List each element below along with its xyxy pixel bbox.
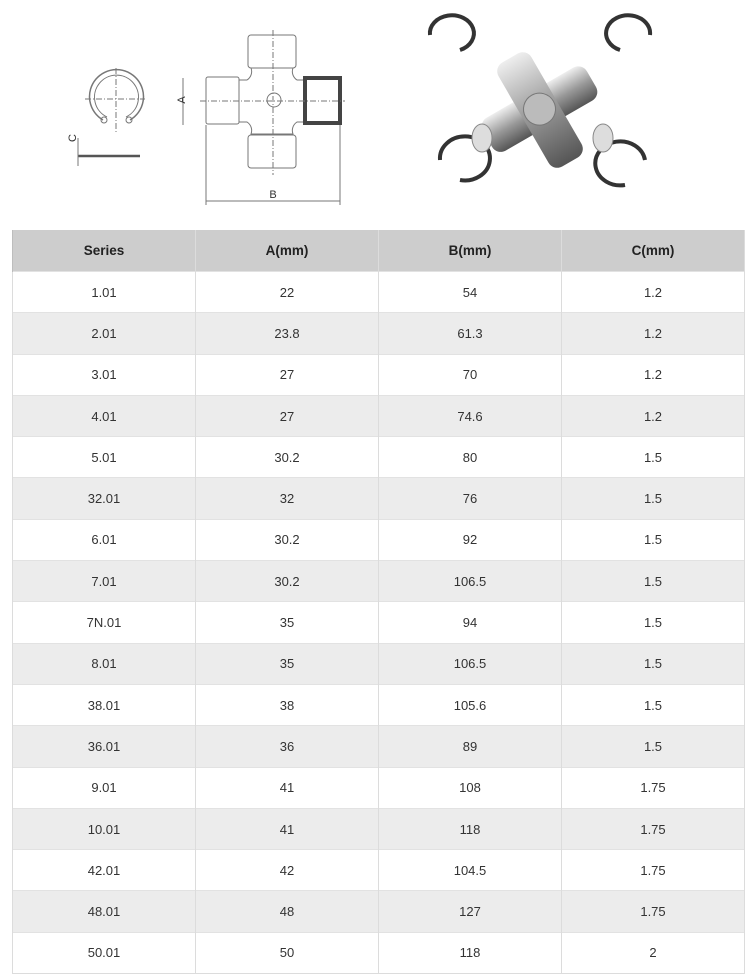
cell-series: 9.01 [13,767,196,808]
cell-a: 35 [196,602,379,643]
table-row [13,808,745,849]
cell-b: 108 [379,767,562,808]
cell-a: 30.2 [196,561,379,602]
cell-b: 74.6 [379,395,562,436]
table-row [13,437,745,478]
cross-body-top-cup [248,35,296,68]
cell-b: 104.5 [379,850,562,891]
header-c: C(mm) [562,230,745,272]
table-row [13,561,745,602]
cell-b: 80 [379,437,562,478]
cell-b: 118 [379,808,562,849]
cell-b: 76 [379,478,562,519]
cell-series: 36.01 [13,726,196,767]
cell-a: 32 [196,478,379,519]
table-row [13,395,745,436]
cell-series: 3.01 [13,354,196,395]
cell-series: 32.01 [13,478,196,519]
cell-b: 105.6 [379,684,562,725]
table-row [13,519,745,560]
cell-a: 41 [196,767,379,808]
cell-c: 1.2 [562,395,745,436]
cell-c: 1.75 [562,891,745,932]
cell-a: 30.2 [196,519,379,560]
cell-b: 94 [379,602,562,643]
cell-c: 1.5 [562,602,745,643]
cell-series: 7.01 [13,561,196,602]
cell-c: 1.5 [562,519,745,560]
cell-series: 7N.01 [13,602,196,643]
cell-a: 38 [196,684,379,725]
cell-b: 106.5 [379,561,562,602]
cell-c: 1.5 [562,726,745,767]
table-row [13,767,745,808]
cell-series: 2.01 [13,313,196,354]
cell-a: 42 [196,850,379,891]
header-b: B(mm) [379,230,562,272]
cell-series: 10.01 [13,808,196,849]
table-row [13,643,745,684]
cell-c: 1.75 [562,808,745,849]
cell-b: 92 [379,519,562,560]
universal-joint-photo [390,10,690,220]
cell-a: 41 [196,808,379,849]
cell-c: 1.75 [562,767,745,808]
table-row [13,932,745,973]
cell-a: 48 [196,891,379,932]
table-row [13,684,745,725]
cell-a: 30.2 [196,437,379,478]
technical-drawing [0,0,375,225]
cell-c: 1.5 [562,684,745,725]
cell-c: 2 [562,932,745,973]
cell-series: 6.01 [13,519,196,560]
table-row [13,850,745,891]
table-row [13,726,745,767]
cell-a: 36 [196,726,379,767]
cell-series: 50.01 [13,932,196,973]
cell-series: 8.01 [13,643,196,684]
table-header-row [13,230,745,272]
cell-b: 127 [379,891,562,932]
cell-a: 23.8 [196,313,379,354]
table-row [13,478,745,519]
cell-c: 1.5 [562,643,745,684]
table-row [13,354,745,395]
cell-a: 35 [196,643,379,684]
cell-series: 38.01 [13,684,196,725]
table-row [13,313,745,354]
cell-c: 1.5 [562,478,745,519]
cell-b: 89 [379,726,562,767]
cell-series: 5.01 [13,437,196,478]
dimension-label-b: B [269,189,277,201]
cell-b: 54 [379,272,562,313]
cell-b: 70 [379,354,562,395]
specification-table [12,230,745,974]
cell-b: 118 [379,932,562,973]
cell-series: 48.01 [13,891,196,932]
cell-series: 1.01 [13,272,196,313]
cell-c: 1.2 [562,272,745,313]
cell-series: 42.01 [13,850,196,891]
cell-b: 106.5 [379,643,562,684]
cell-b: 61.3 [379,313,562,354]
header-series: Series [13,230,196,272]
cell-a: 50 [196,932,379,973]
cell-c: 1.2 [562,313,745,354]
cell-a: 27 [196,395,379,436]
dimension-label-c: C [67,134,79,142]
cell-a: 27 [196,354,379,395]
table-row [13,272,745,313]
cell-c: 1.2 [562,354,745,395]
cell-a: 22 [196,272,379,313]
header-a: A(mm) [196,230,379,272]
cell-c: 1.75 [562,850,745,891]
cell-series: 4.01 [13,395,196,436]
cell-c: 1.5 [562,437,745,478]
table-row [13,891,745,932]
dimension-label-a: A [176,96,188,104]
snap-ring-front-view [90,70,144,120]
table-row [13,602,745,643]
cell-c: 1.5 [562,561,745,602]
